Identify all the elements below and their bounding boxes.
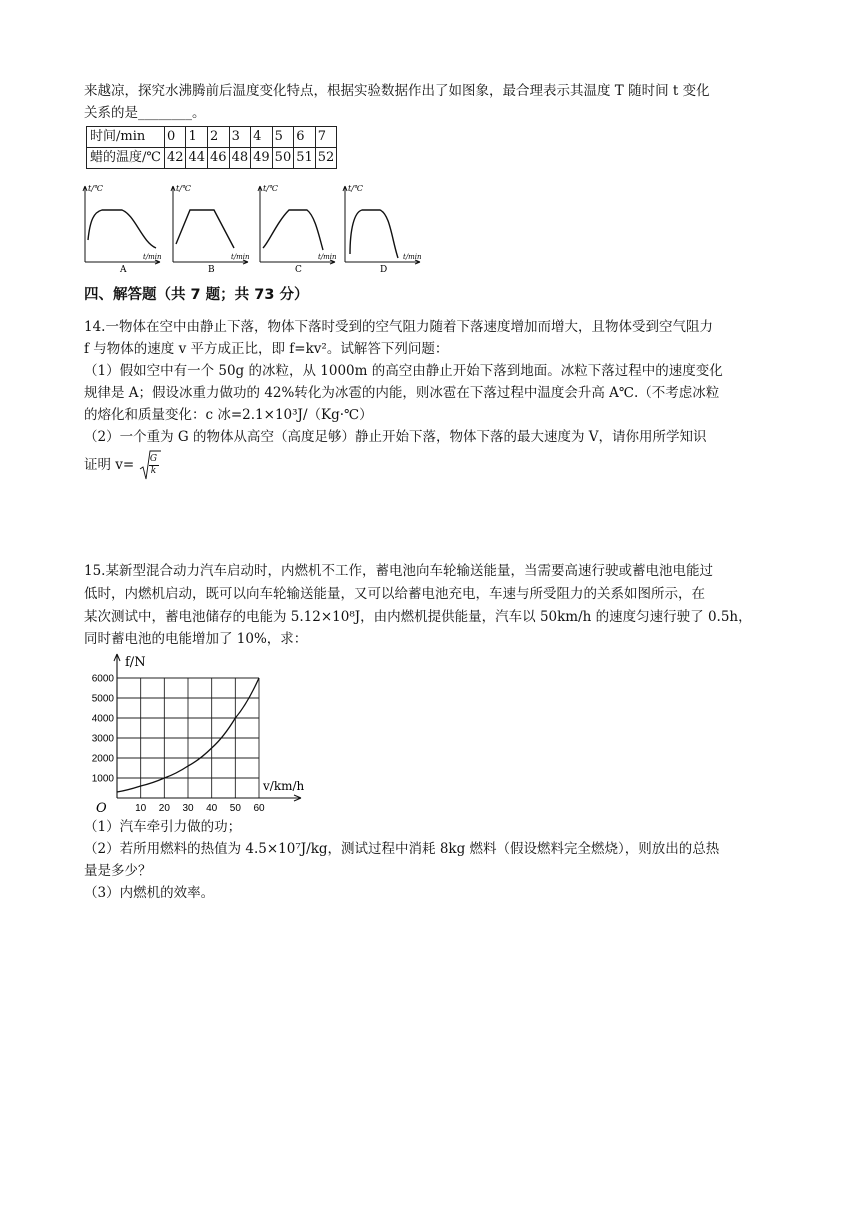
table-row — [87, 127, 337, 148]
option-graph-b — [168, 180, 253, 272]
temp-cell: 51 — [294, 148, 316, 169]
y-tick-label: 6000 — [91, 673, 114, 685]
y-tick-label: 5000 — [91, 693, 114, 705]
q15-sub-3: （3）内燃机的效率。 — [84, 885, 215, 901]
graph-curve — [350, 210, 398, 258]
table-row — [87, 148, 337, 169]
q15-sub-2a: （2）若所用燃料的热值为 4.5×10⁷J/kg，测试过程中消耗 8kg 燃料（假设燃料完全燃烧），则放出的总热 — [84, 841, 720, 857]
graph-xlabel: t/min — [403, 253, 422, 261]
q14-line-4: 规律是 A；假设冰重力做功的 42%转化为冰雹的内能，则冰雹在下落过程中温度会升高 A℃.（不考虑冰粒 — [84, 385, 720, 401]
time-cell: 0 — [164, 127, 186, 148]
graph-xlabel: t/min — [143, 253, 162, 261]
time-cell: 5 — [272, 127, 294, 148]
q14-line-2: f 与物体的速度 v 平方成正比，即 f=kv²。试解答下列问题： — [84, 341, 449, 357]
q14-line-3: （1）假如空中有一个 50g 的冰粒，从 1000m 的高空由静止开始下落到地面。冰粒下落过程中的速度变化 — [84, 363, 723, 379]
y-tick-label: 1000 — [91, 773, 114, 785]
sqrt-denominator: k — [150, 465, 157, 476]
q14-line-1: 14.一物体在空中由静止下落，物体下落时受到的空气阻力随着下落速度增加而增大，且物体受到空气阻力 — [84, 319, 713, 335]
temp-cell: 46 — [208, 148, 230, 169]
q14-line-6: （2）一个重为 G 的物体从高空（高度足够）静止开始下落，物体下落的最大速度为 V，请你用所学知识 — [84, 429, 707, 445]
x-tick-label: 60 — [253, 803, 265, 814]
graph-option-label: D — [380, 265, 388, 272]
time-header: 时间/min — [87, 127, 165, 148]
q15-line-3: 某次测试中，蓄电池储存的电能为 5.12×10⁸J，由内燃机提供能量，汽车以 50km/h 的速度匀速行驶了 0.5h， — [84, 609, 752, 625]
temp-cell: 44 — [186, 148, 208, 169]
graph-xlabel: t/min — [318, 253, 337, 261]
time-cell: 2 — [208, 127, 230, 148]
temp-cell: 49 — [251, 148, 273, 169]
temp-cell: 50 — [272, 148, 294, 169]
x-axis-label: v/km/h — [263, 779, 305, 793]
y-axis-label: f/N — [125, 655, 146, 670]
data-table — [86, 126, 337, 169]
chart-svg — [80, 650, 320, 818]
graph-curve — [88, 210, 156, 248]
resistance-speed-chart — [80, 650, 320, 822]
sqrt-numerator: G — [149, 453, 158, 464]
option-graph-c — [255, 180, 340, 272]
q15-line-2: 低时，内燃机启动，既可以向车轮输送能量，又可以给蓄电池充电，车速与所受阻力的关系如图所示，在 — [84, 586, 705, 602]
option-graph-a — [80, 180, 165, 272]
graph-option-label: B — [208, 265, 215, 272]
graph-xlabel: t/min — [231, 253, 250, 261]
q15-sub-1: （1）汽车牵引力做的功； — [84, 819, 242, 835]
proof-prefix: 证明 v= — [84, 457, 135, 473]
time-cell: 1 — [186, 127, 208, 148]
graph-ylabel: t/℃ — [348, 184, 363, 193]
q15-sub-2b: 量是多少？ — [84, 863, 152, 879]
x-tick-label: 20 — [158, 803, 170, 814]
x-tick-label: 30 — [182, 803, 194, 814]
graph-curve — [263, 210, 323, 250]
x-tick-label: 40 — [206, 803, 218, 814]
temp-header: 蜡的温度/℃ — [87, 148, 165, 169]
x-tick-label: 10 — [135, 803, 147, 814]
graph-ylabel: t/℃ — [263, 184, 278, 193]
sqrt-formula — [139, 449, 161, 483]
temp-cell: 42 — [164, 148, 186, 169]
graph-ylabel: t/℃ — [88, 184, 103, 193]
y-tick-label: 4000 — [91, 713, 114, 725]
time-cell: 3 — [229, 127, 251, 148]
temp-cell: 48 — [229, 148, 251, 169]
graph-ylabel: t/℃ — [176, 184, 191, 193]
x-tick-label: 50 — [229, 803, 241, 814]
time-cell: 4 — [251, 127, 273, 148]
temp-cell: 52 — [315, 148, 337, 169]
graph-option-label: C — [295, 265, 302, 272]
origin-label: O — [96, 801, 107, 816]
q15-line-1: 15.某新型混合动力汽车启动时，内燃机不工作，蓄电池向车轮输送能量，当需要高速行驶或蓄电池电能过 — [84, 563, 713, 579]
q14-line-7 — [84, 448, 161, 483]
q13-line-1: 来越凉，探究水沸腾前后温度变化特点，根据实验数据作出了如图象，最合理表示其温度 T 随时间 t 变化 — [84, 83, 710, 99]
graph-option-label: A — [120, 265, 127, 272]
section-heading: 四、解答题（共 7 题；共 73 分） — [84, 287, 309, 303]
time-cell: 7 — [315, 127, 337, 148]
q15-line-4: 同时蓄电池的电能增加了 10%，求： — [84, 631, 308, 647]
q13-line-2: 关系的是________。 — [84, 105, 206, 121]
option-graph-d — [340, 180, 425, 272]
y-tick-label: 3000 — [91, 733, 114, 745]
q14-line-5: 的熔化和质量变化：c 冰=2.1×10³J/（Kg·℃） — [84, 407, 373, 423]
graph-curve — [176, 210, 234, 248]
time-cell: 6 — [294, 127, 316, 148]
y-tick-label: 2000 — [91, 753, 114, 765]
